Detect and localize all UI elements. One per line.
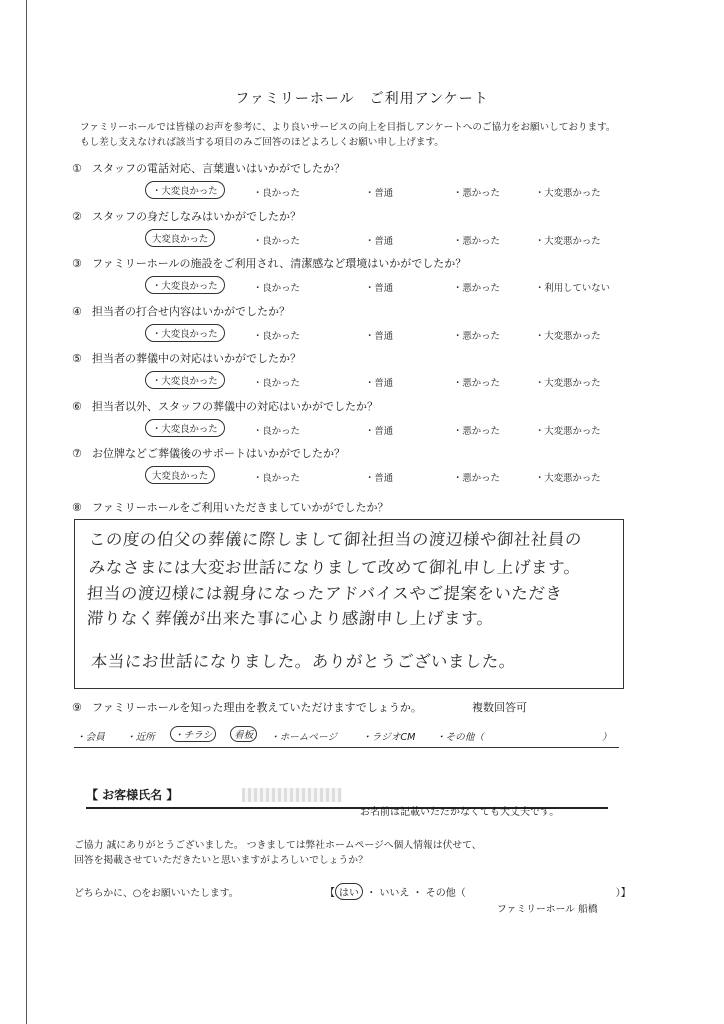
question-7 [72, 445, 345, 461]
answer-options [145, 183, 625, 201]
answer-option[interactable]: ・悪かった [453, 426, 500, 437]
choice-other[interactable]: その他（ [425, 888, 466, 899]
answer-option[interactable]: ・悪かった [453, 473, 500, 484]
question-number: ⑥ [72, 400, 82, 413]
answer-option[interactable]: ・大変良かった [145, 371, 225, 389]
question-text: スタッフの身だしなみはいかがでしたか？ [92, 210, 301, 223]
answer-option[interactable]: ・普通 [365, 283, 394, 294]
question-2 [72, 208, 301, 224]
closing-line: 回答を掲載させていただきたいと思いますがよろしいでしょうか？ [74, 855, 368, 866]
choice-bracket-close: ）】 [615, 888, 631, 899]
answer-option[interactable]: ・大変悪かった [535, 188, 601, 199]
question-9 [72, 699, 422, 715]
answer-option[interactable]: ・普通 [365, 473, 394, 484]
question-number: ④ [72, 305, 82, 318]
source-homepage[interactable]: ・ホームページ [270, 732, 337, 743]
permission-choices [325, 883, 631, 900]
comment-line: 本当にお世話になりました。ありがとうございました。 [90, 652, 517, 671]
answer-option[interactable]: ・大変良かった [145, 324, 225, 342]
source-radio[interactable]: ・ラジオCM [362, 732, 416, 743]
source-signboard[interactable]: 看板 [230, 726, 257, 742]
question-3 [72, 255, 466, 271]
customer-name-label: 【 お客様氏名 】 [86, 788, 179, 802]
redacted-name [242, 788, 342, 802]
comment-box[interactable] [74, 519, 624, 689]
choose-instruction: どちらかに、○をお願いいたします。 [74, 888, 239, 899]
choice-yes[interactable]: はい [335, 883, 363, 900]
answer-options [145, 326, 625, 344]
question-1 [72, 160, 345, 176]
question-text: スタッフの電話対応、言葉遣いはいかがでしたか？ [92, 162, 345, 175]
question-text: 担当者の打合せ内容はいかがでしたか？ [92, 305, 290, 318]
answer-option[interactable]: ・良かった [253, 426, 300, 437]
question-number: ② [72, 210, 82, 223]
answer-option[interactable]: ・悪かった [453, 378, 500, 389]
comment-line: みなさまには大変お世話になりまして改めて御礼申し上げます。 [88, 558, 582, 577]
answer-option[interactable]: ・大変悪かった [535, 473, 601, 484]
answer-option[interactable]: ・悪かった [453, 331, 500, 342]
multiple-answer-note: 複数回答可 [472, 701, 527, 714]
question-6 [72, 398, 378, 414]
answer-option[interactable]: ・普通 [365, 236, 394, 247]
source-flyer[interactable]: ・チラシ [170, 726, 216, 742]
answer-option[interactable]: ・普通 [365, 378, 394, 389]
closing-line: ご協力 誠にありがとうございました。 つきましては弊社ホームページへ個人情報は伏せて、 [74, 840, 482, 851]
answer-option[interactable]: 大変良かった [145, 466, 215, 484]
company-name: ファミリーホール 船橋 [497, 904, 598, 915]
comment-line: この度の伯父の葬儀に際しまして御社担当の渡辺様や御社社員の [88, 530, 583, 549]
question-5 [72, 350, 301, 366]
answer-option[interactable]: ・大変悪かった [535, 378, 601, 389]
choice-no[interactable]: ・ いいえ ・ [366, 888, 423, 899]
answer-options [145, 231, 625, 249]
answer-option[interactable]: ・大変良かった [145, 181, 225, 199]
answer-options [145, 278, 625, 296]
question-number: ① [72, 162, 82, 175]
question-text: 担当者の葬儀中の対応はいかがでしたか？ [92, 352, 301, 365]
question-8 [72, 499, 389, 515]
answer-option[interactable]: ・悪かった [453, 188, 500, 199]
question-number: ③ [72, 257, 82, 270]
question-text: ファミリーホールをご利用いただきましていかがでしたか？ [92, 501, 389, 514]
answer-options [145, 421, 625, 439]
intro-text [80, 120, 680, 150]
question-number: ⑤ [72, 352, 82, 365]
source-member[interactable]: ・会員 [76, 732, 105, 743]
answer-options [145, 373, 625, 391]
answer-option[interactable]: ・良かった [253, 378, 300, 389]
question-number: ⑨ [72, 701, 82, 714]
scan-edge-line [26, 0, 27, 1024]
source-options [74, 727, 619, 748]
question-text: 担当者以外、スタッフの葬儀中の対応はいかがでしたか？ [92, 400, 378, 413]
comment-line: 滞りなく葬儀が出来た事に心より感謝申し上げます。 [86, 609, 495, 628]
closing-text [74, 838, 482, 868]
question-4 [72, 303, 290, 319]
answer-option[interactable]: ・大変悪かった [535, 236, 601, 247]
source-neighborhood[interactable]: ・近所 [126, 732, 155, 743]
question-number: ⑧ [72, 501, 82, 514]
answer-option[interactable]: ・良かった [253, 188, 300, 199]
answer-option[interactable]: 大変良かった [145, 229, 215, 247]
answer-option[interactable]: ・大変良かった [145, 419, 225, 437]
choice-bracket-open: 【 [325, 888, 335, 899]
answer-option[interactable]: ・悪かった [453, 236, 500, 247]
answer-option[interactable]: ・普通 [365, 426, 394, 437]
answer-option[interactable]: ・利用していない [535, 283, 611, 294]
answer-option[interactable]: ・普通 [365, 188, 394, 199]
answer-option[interactable]: ・悪かった [453, 283, 500, 294]
question-text: ファミリーホールを知った理由を教えていただけますでしょうか。 [92, 701, 422, 714]
page-title: ファミリーホール ご利用アンケート [235, 91, 489, 107]
answer-option[interactable]: ・大変悪かった [535, 331, 601, 342]
answer-option[interactable]: ・良かった [253, 283, 300, 294]
source-other[interactable]: ・その他（ [436, 732, 484, 743]
question-text: ファミリーホールの施設をご利用され、清潔感など環境はいかがでしたか？ [92, 257, 467, 270]
question-text: お位牌などご葬儀後のサポートはいかがでしたか？ [92, 447, 345, 460]
source-other-close: ） [602, 732, 612, 743]
intro-line: ファミリーホールでは皆様のお声を参考に、より良いサービスの向上を目指しアンケートへのご協力をお願いしております。 [80, 122, 616, 133]
answer-option[interactable]: ・普通 [365, 331, 394, 342]
customer-name-note: お名前は記載いただかなくても大丈夫です。 [360, 807, 560, 818]
answer-option[interactable]: ・大変悪かった [535, 426, 601, 437]
question-number: ⑦ [72, 447, 82, 460]
answer-option[interactable]: ・良かった [253, 473, 300, 484]
intro-line: もし差し支えなければ該当する項目のみご回答のほどよろしくお願い申し上げます。 [80, 137, 444, 148]
answer-options [145, 468, 625, 486]
answer-option[interactable]: ・大変良かった [145, 276, 225, 294]
comment-line: 担当の渡辺様には親身になったアドバイスやご提案をいただき [86, 584, 564, 603]
answer-option[interactable]: ・良かった [253, 331, 300, 342]
answer-option[interactable]: ・良かった [253, 236, 300, 247]
